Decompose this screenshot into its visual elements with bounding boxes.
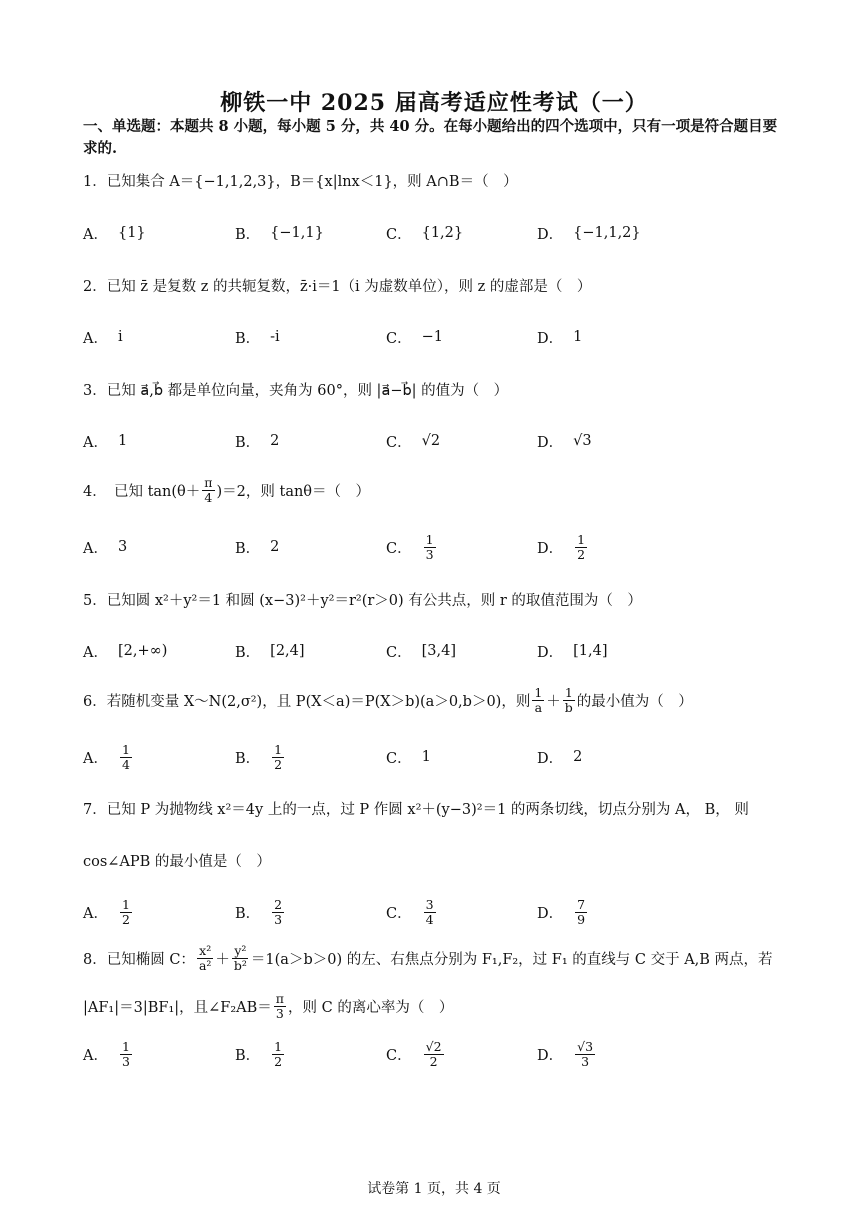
denominator: 3 <box>425 546 434 562</box>
option-c <box>386 895 438 929</box>
section-heading: 一、单选题：本题共 8 小题，每小题 5 分，共 40 分。在每小题给出的四个选项中，只有一项是符合题目要求的. <box>83 118 778 157</box>
option-fraction <box>575 533 587 562</box>
question-3-options <box>83 424 783 458</box>
option-b <box>235 216 324 250</box>
numerator: 1 <box>564 685 573 700</box>
option-fraction <box>272 743 284 772</box>
option-b <box>235 1037 286 1071</box>
option-a <box>83 895 134 929</box>
numerator: 1 <box>274 741 283 757</box>
option-d <box>537 424 592 458</box>
exam-title: 柳铁一中 2025 届高考适应性考试（一） <box>220 90 648 116</box>
option-label: B． <box>235 750 261 767</box>
numerator: 1 <box>534 685 543 700</box>
numerator: π <box>204 475 213 490</box>
question-8-stem-line2 <box>83 992 453 1021</box>
option-c <box>386 216 463 250</box>
numerator: 1 <box>425 531 434 547</box>
option-b <box>235 424 279 458</box>
option-text: {1,2} <box>421 225 464 241</box>
question-7-stem-line2: cos∠APB 的最小值是（ ） <box>83 854 271 870</box>
stem-fraction <box>563 686 575 715</box>
denominator: b² <box>233 958 247 973</box>
option-text: √3 <box>573 433 592 449</box>
stem-text: ＋ <box>546 694 561 710</box>
option-c <box>386 740 431 774</box>
option-text: [2,+∞) <box>117 643 168 659</box>
question-1-stem: 1．已知集合 A＝{−1,1,2,3}，B＝{x|lnx＜1}，则 A∩B＝（ ） <box>83 174 518 190</box>
option-label: C． <box>386 330 412 347</box>
page-footer: 试卷第 1 页，共 4 页 <box>367 1181 501 1197</box>
option-label: D． <box>537 226 564 243</box>
question-4-options <box>83 530 783 564</box>
numerator: 1 <box>121 741 130 757</box>
option-label: C． <box>386 226 412 243</box>
option-d <box>537 530 589 564</box>
numerator: 1 <box>577 531 586 547</box>
stem-text: )＝2，则 tanθ＝（ ） <box>216 484 371 500</box>
option-a <box>83 740 134 774</box>
denominator: 3 <box>121 1053 130 1069</box>
numerator: 1 <box>121 1038 130 1054</box>
option-label: D． <box>537 644 564 661</box>
stem-fraction <box>274 992 286 1021</box>
option-label: D． <box>537 905 564 922</box>
denominator: 4 <box>425 911 434 927</box>
option-fraction <box>272 898 284 927</box>
option-b <box>235 320 280 354</box>
option-a <box>83 320 123 354</box>
option-fraction <box>424 533 436 562</box>
question-2-options <box>83 320 783 354</box>
numerator: √3 <box>577 1038 594 1054</box>
option-label: D． <box>537 1047 564 1064</box>
option-a <box>83 216 146 250</box>
question-7-options <box>83 895 783 929</box>
denominator: 2 <box>577 546 586 562</box>
option-label: A． <box>83 434 108 451</box>
option-fraction <box>272 1040 284 1069</box>
option-d <box>537 320 582 354</box>
stem-text: 8．已知椭圆 C： <box>83 952 195 968</box>
option-d <box>537 895 589 929</box>
question-1-options <box>83 216 783 250</box>
question-4-stem <box>83 476 370 505</box>
denominator: 3 <box>274 911 283 927</box>
option-label: A． <box>83 644 108 661</box>
numerator: 7 <box>577 896 586 912</box>
denominator: 3 <box>581 1053 590 1069</box>
option-text: 1 <box>421 749 431 765</box>
denominator: 2 <box>121 911 130 927</box>
option-a <box>83 634 167 668</box>
option-b <box>235 895 286 929</box>
denominator: 4 <box>204 490 213 505</box>
question-5-options <box>83 634 783 668</box>
question-6-stem <box>83 686 693 715</box>
denominator: 2 <box>429 1053 438 1069</box>
option-label: C． <box>386 540 412 557</box>
option-text: 1 <box>573 329 583 345</box>
option-c <box>386 320 443 354</box>
option-label: D． <box>537 330 564 347</box>
denominator: b <box>564 700 573 715</box>
option-label: C． <box>386 750 412 767</box>
option-d <box>537 740 582 774</box>
option-fraction <box>424 1040 444 1069</box>
option-label: C． <box>386 905 412 922</box>
option-label: A． <box>83 540 108 557</box>
option-a <box>83 530 127 564</box>
option-a <box>83 424 127 458</box>
option-text: 1 <box>117 433 128 449</box>
option-b <box>235 530 279 564</box>
stem-text: ＋ <box>215 952 230 968</box>
question-8-stem <box>83 944 773 973</box>
option-text: {1} <box>117 225 146 241</box>
option-label: D． <box>537 750 564 767</box>
numerator: √2 <box>425 1038 442 1054</box>
option-fraction <box>120 1040 132 1069</box>
option-fraction <box>424 898 436 927</box>
stem-text: |AF₁|＝3|BF₁|，且∠F₂AB＝ <box>83 1000 272 1016</box>
stem-text: 4． 已知 tan(θ＋ <box>83 484 201 500</box>
option-text: i <box>117 329 123 345</box>
option-label: C． <box>386 644 412 661</box>
option-c <box>386 1037 446 1071</box>
stem-text: 6．若随机变量 X～N(2,σ²)，且 P(X＜a)＝P(X＞b)(a＞0,b＞0)，则 <box>83 694 531 710</box>
option-label: A． <box>83 905 108 922</box>
numerator: 1 <box>121 896 130 912</box>
option-text: [2,4] <box>270 643 305 659</box>
option-text: 2 <box>573 749 583 765</box>
option-text: [1,4] <box>573 643 608 659</box>
numerator: 1 <box>274 1038 283 1054</box>
option-c <box>386 424 440 458</box>
option-text: -i <box>270 329 280 345</box>
option-fraction <box>120 743 132 772</box>
option-label: B． <box>235 226 261 243</box>
option-label: B． <box>235 434 261 451</box>
numerator: 2 <box>274 896 283 912</box>
option-label: A． <box>83 1047 108 1064</box>
numerator: 3 <box>425 896 434 912</box>
option-label: D． <box>537 540 564 557</box>
numerator: x² <box>199 943 212 958</box>
option-d <box>537 216 641 250</box>
stem-fraction <box>202 476 214 505</box>
option-a <box>83 1037 134 1071</box>
denominator: 4 <box>121 756 130 772</box>
stem-text: ＝1(a＞b＞0) 的左、右焦点分别为 F₁,F₂，过 F₁ 的直线与 C 交于 A,B 两点，若 <box>250 952 773 968</box>
option-fraction <box>575 1040 595 1069</box>
option-text: −1 <box>421 329 443 345</box>
option-d <box>537 634 608 668</box>
question-7-stem: 7．已知 P 为抛物线 x²＝4y 上的一点，过 P 作圆 x²＋(y−3)²＝1 的两条切线，切点分别为 A， B， 则 <box>83 802 749 818</box>
denominator: a² <box>198 958 212 973</box>
option-text: 2 <box>270 433 280 449</box>
option-b <box>235 634 305 668</box>
stem-fraction <box>232 944 249 973</box>
question-8-options <box>83 1037 783 1071</box>
stem-text: 的最小值为（ ） <box>576 694 693 710</box>
option-text: √2 <box>421 433 441 449</box>
option-d <box>537 1037 597 1071</box>
question-5-stem: 5．已知圆 x²＋y²＝1 和圆 (x−3)²＋y²＝r²(r＞0) 有公共点，则 r 的取值范围为（ ） <box>83 593 642 609</box>
option-label: D． <box>537 434 564 451</box>
option-label: C． <box>386 434 412 451</box>
denominator: 3 <box>275 1006 284 1021</box>
question-2-stem: 2．已知 z̄ 是复数 z 的共轭复数，z̄·i＝1（i 为虚数单位），则 z 的虚部是（ ） <box>83 279 592 295</box>
option-label: A． <box>83 330 108 347</box>
denominator: 2 <box>274 1053 283 1069</box>
denominator: 9 <box>577 911 586 927</box>
numerator: y² <box>234 943 247 958</box>
option-label: B． <box>235 644 261 661</box>
denominator: 2 <box>274 756 283 772</box>
question-6-options <box>83 740 783 774</box>
denominator: a <box>534 700 543 715</box>
option-fraction <box>575 898 587 927</box>
option-text: 2 <box>270 539 280 555</box>
numerator: π <box>275 991 285 1006</box>
option-text: 3 <box>117 539 128 555</box>
option-label: A． <box>83 750 108 767</box>
stem-fraction <box>532 686 544 715</box>
option-fraction <box>120 898 132 927</box>
option-b <box>235 740 286 774</box>
option-c <box>386 530 438 564</box>
option-text: {−1,1} <box>270 225 324 241</box>
option-text: [3,4] <box>421 643 456 659</box>
option-label: B． <box>235 540 261 557</box>
question-3-stem: 3．已知 a⃗,b⃗ 都是单位向量，夹角为 60°，则 |a⃗−b⃗| 的值为（ ） <box>83 383 509 399</box>
option-text: {−1,1,2} <box>573 225 641 241</box>
option-c <box>386 634 456 668</box>
stem-text: ，则 C 的离心率为（ ） <box>288 1000 454 1016</box>
option-label: B． <box>235 1047 261 1064</box>
option-label: C． <box>386 1047 412 1064</box>
stem-fraction <box>197 944 213 973</box>
option-label: B． <box>235 905 261 922</box>
option-label: A． <box>83 226 108 243</box>
option-label: B． <box>235 330 261 347</box>
